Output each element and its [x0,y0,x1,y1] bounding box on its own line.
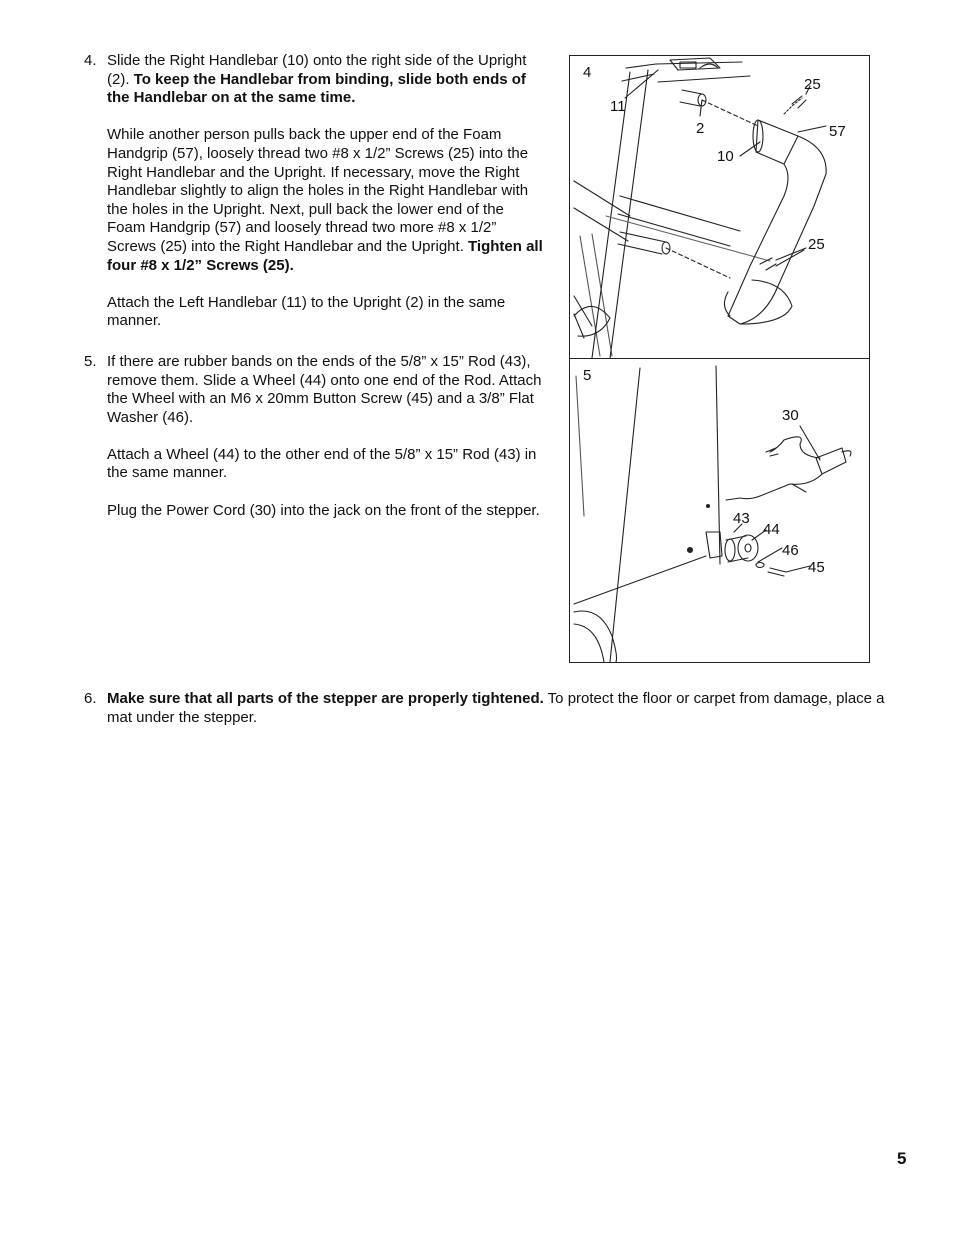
step-paragraph: Plug the Power Cord (30) into the jack on the front of the stepper. [107,501,540,519]
callout-25-upper: 25 [804,76,821,93]
step-6 [84,689,897,727]
panel-5-drawing [574,366,851,662]
panel-4-number: 4 [583,64,592,81]
callout-10: 10 [717,148,734,165]
callout-46: 46 [782,542,799,559]
callout-57: 57 [829,123,846,140]
callout-44: 44 [763,521,780,538]
step-paragraph: While another person pulls back the upper end of the Foam Handgrip (57), loosely thread two #8 x 1/2” Screws (25) into the Right Handlebar and the Upright. If necessary, move the Right Handlebar slightly to align the holes in the Right Handlebar with the holes in the Upright. Next, pull back the lower end of the Foam Handgrip (57) and loosely thread two more #8 x 1/2” Screws (25) into the Right Handlebar and the Upright. Tighten all four #8 x 1/2” Screws (25). [107,126,543,274]
step-paragraph: If there are rubber bands on the ends of the 5/8” x 15” Rod (43), remove them. Slide a Wheel (44) onto one end of the Rod. Attach the Wheel with an M6 x 20mm Button Screw (45) and a 3/8” Flat Washer (46). [107,352,542,426]
step-paragraph: Slide the Right Handlebar (10) onto the right side of the Upright (2). To keep the Handlebar from binding, slide both ends of the Handlebar on at the same time. [107,52,527,107]
callout-45: 45 [808,559,825,576]
instructions-column [84,52,544,520]
step-number: 5. [84,352,97,370]
step-paragraph: Attach the Left Handlebar (11) to the Upright (2) in the same manner. [107,293,506,330]
callout-2: 2 [696,120,705,137]
step-paragraph: Attach a Wheel (44) to the other end of the 5/8” x 15” Rod (43) in the same manner. [107,445,537,482]
step-number: 6. [84,690,97,707]
page-number: 5 [897,1149,907,1168]
step-4 [84,52,544,331]
panel-5-number: 5 [583,367,592,384]
step-paragraph: Make sure that all parts of the stepper are properly tightened. To protect the floor or carpet from damage, place a mat under the stepper. [107,690,885,726]
callout-25-lower: 25 [808,236,825,253]
assembly-figure [569,55,870,663]
callout-11: 11 [610,98,626,115]
callout-43: 43 [733,510,750,527]
step-5 [84,353,544,520]
callout-30: 30 [782,407,799,424]
step-number: 4. [84,52,97,69]
